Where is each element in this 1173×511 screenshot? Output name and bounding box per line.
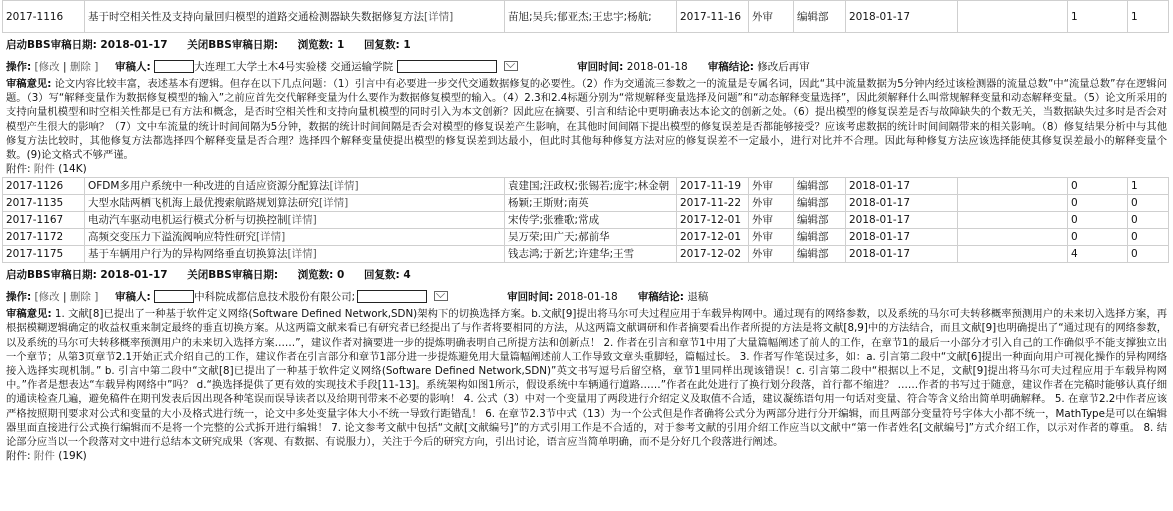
redacted-name-box: [154, 60, 194, 73]
table-row[interactable]: [3, 1, 1169, 33]
review-type: 外审: [749, 246, 794, 263]
attachment-1: [0, 162, 1173, 177]
manuscript-title-cell: [85, 246, 505, 263]
reviewer-label: 审稿人:: [115, 291, 151, 304]
table-row[interactable]: [3, 212, 1169, 229]
count-2: 0: [1128, 229, 1169, 246]
edit-button[interactable]: [修改: [34, 61, 60, 73]
attach-size: (19K): [58, 450, 87, 463]
bbs-close: 关闭BBS审稿日期:: [187, 269, 279, 282]
bbs-replies: 回复数: 1: [364, 39, 411, 51]
review-type: 外审: [749, 178, 794, 195]
manuscript-id: 2017-1126: [3, 178, 85, 195]
detail-link[interactable]: [详情]: [256, 231, 286, 244]
attachment-link[interactable]: 附件: [33, 163, 55, 176]
manuscript-authors: 袁建国;汪政权;张锡若;庞宇;林金朝: [505, 178, 677, 195]
empty-cell: [958, 195, 1068, 212]
opinion-text: 论文内容比较丰富，表述基本有逻辑。但存在以下几点问题：（1）引言中有必要进一步交代交通数据修复的必要性。（2）作为交通流三参数之一的流量是专属名词，因此“其中流量数据为5分钟内经过该检测器的流量总数”中“流量总数”存在逻辑问题。（3）写“解释变量作为数据修复模型的输入”之前应首先交代解释变量为什么要作为数据修复模型的输入。（4）2.3和2.4标题分别为“常规解释变量选择及问题”和“动态解释变量选择”，因此须解释什么叫常规解释变量和动态解释变量。（5）论文所采用的支持向量机模型和时空相关性都是已有方法和概念，是否时空相关性和支持向量机模型的同时引入为本文创新？因此应在摘要、引言和结论中更明确表达本论文的创新之处。（6）提出模型的修复误差是否与故障缺失的个数无关，当数据缺失过多时是否会对模型产生很大的影响？（7）文中车流量的统计时间间隔为5分钟，数据的统计时间间隔是否会对模型的修复误差产生影响，在其他时间间隔下提出模型的修复误差是否都能够接受？应该考虑数据的统计时间间隔带来的相关影响。（8）修复结果分析中与其他修复方法比较时，其他修复方法都选择四个解释变量是否合理？选择四个解释变量使提出模型的修复误差到达最小，但此时其他每种修复方法对应的修复误差不一定最小，进行对比并不合理。因此每种修复方法应该选择能使其修复误差最小的解释变量个数。(9)论文格式不够严谨。: [6, 78, 1167, 162]
manuscript-title-cell: [85, 178, 505, 195]
opinion-text: 1. 文献[8]已提出了一种基于软件定义网络(Software Defined Network,SDN)架构下的切换选择方案。b.文献[9]提出将马尔可夫过程应用于车载异构网中。通过现有的网络参数，以及系统的马尔可夫转移概率预测用户的未来切入选择方案，再根据模糊逻辑确定的收益权重来制定最终的垂直切换方案。从这两篇文献来看已有研究者已经提出了与作者将要相同的方法，从这两篇文献调研和作者摘要看出作者所提的方法是将文献[8,9]中的方法结合，而且文献[9]也明确提出了“通过现有的网络参数，以及系统的马尔可夫转移概率预测用户的未来切入选择方案……”，建议作者对摘要进一步的提炼明确表明自己所提方法和创新点！ 2. 作者在引言和章节1中用了大量篇幅阐述了前人的工作，在章节1的最后一小部分才引入自己的工作确似乎不能支撑独立出一个章节；从第3页章节2.1开始正式介绍自己的工作，建议作者在引言部分和章节1部分进一步提炼避免用大量篇幅阐述前人工作导致文章头重脚轻，篇幅过长。 3. 作者写作笔误过多，如：a. 引言第二段中“文献[6]提出一种面向用户可视化操作的异构网络接入选择实现机制。” b. 引言中第二段中“文献[8]已提出了一种基于软件定义网络(Software Defined Network,SDN)”英文书写逗号后留空格，章节1里同样出现该错误！c. 引言第二段中“根据以上不足，文献[9]提出将马尔可夫过程应用于车载异构网中。”作者是想表达“车载异构网络中”吗？ d.“换选择提供了更有效的实现技术手段[11-13]。系统架构如图1所示，假设系统中车辆通行道路……”作者在此处进行了换行划分段落，首行都不缩进？ ……作者的书写过于随意，建议作者在完稿时能够认真仔细的通读检查几遍，避免稿件在期刊发表后因出现各种笔误而误导读者以及给期刊带来不必要的影响！ 4. 公式（3）中对一个变量用了两段进行介绍定义及取值不合适，建议凝练语句用一句话对变量、符合等含义给出简单明确解释。 5. 在章节2.2中作者应该严格按照期刊要求对公式和变量的大小及格式进行统一，论文中多处变量字体大小不统一导致行距错乱！ 6. 在章节2.3节中式（13）为一个公式但是作者确将公式分为两部分进行分开编辑，而且两部分变量符号字体大小都不统一，MathType是可以在编辑器里面直接进行公式换行编辑而不是将一个完整的公式拆开进行编辑！ 7. 论文参考文献中包括“文献[文献编号]”的方式引用工作是不合适的，对于参考文献的引用介绍工作应当以文献中“第一作者姓名[文献编号]”方式介绍工作，以示对作者的尊重。 8. 结论部分应当以一个段落对文中进行总结本文研究成果（客观、有数据、有说服力），关注于今后的研究方向，引出讨论，语言应当简单明确，而不是分好几个段落进行阐述。: [6, 308, 1168, 449]
manuscript-authors: 吴万荣;田广天;郝前华: [505, 229, 677, 246]
empty-cell: [958, 246, 1068, 263]
redacted-email-box: [397, 60, 497, 73]
review-opinion-2: [0, 307, 1173, 449]
manuscript-title-cell: [85, 229, 505, 246]
empty-cell: [958, 229, 1068, 246]
attachment-link[interactable]: 附件: [33, 450, 55, 463]
department: 编辑部: [794, 1, 846, 33]
detail-link[interactable]: [详情]: [329, 180, 359, 193]
manuscript-id: 2017-1172: [3, 229, 85, 246]
bbs-start: 启动BBS审稿日期: 2018-01-17: [6, 39, 168, 51]
end-date: 2018-01-17: [846, 212, 958, 229]
mail-icon[interactable]: [504, 61, 518, 71]
review-opinion-1: [0, 77, 1173, 162]
review-time: 2018-01-18: [556, 291, 618, 304]
manuscript-title: 大型水陆两栖飞机海上最优搜索航路规划算法研究: [88, 197, 319, 210]
review-type: 外审: [749, 229, 794, 246]
submit-date: 2017-11-19: [677, 178, 749, 195]
reviewer-label: 审稿人:: [115, 61, 151, 73]
bbs-views: 浏览数: 0: [297, 269, 345, 282]
count-2: 1: [1128, 1, 1169, 33]
end-date: 2018-01-17: [846, 195, 958, 212]
redacted-email-box: [357, 290, 427, 303]
detail-link[interactable]: [详情]: [319, 197, 349, 210]
edit-button[interactable]: [修改: [34, 291, 60, 304]
count-2: 0: [1128, 246, 1169, 263]
attach-label: 附件:: [6, 163, 31, 176]
review-type: 外审: [749, 212, 794, 229]
conclusion-label: 审稿结论:: [707, 61, 754, 73]
department: 编辑部: [794, 212, 846, 229]
reviewer-org: 中科院成都信息技术股份有限公司;: [194, 291, 356, 304]
table-row[interactable]: [3, 195, 1169, 212]
bbs-replies: 回复数: 4: [364, 269, 411, 282]
count-2: 0: [1128, 212, 1169, 229]
department: 编辑部: [794, 229, 846, 246]
bbs-info-2: [0, 263, 1173, 287]
department: 编辑部: [794, 178, 846, 195]
table-row[interactable]: [3, 246, 1169, 263]
attach-size: (14K): [58, 163, 87, 176]
review-conclusion: 修改后再审: [757, 61, 810, 73]
department: 编辑部: [794, 246, 846, 263]
detail-link[interactable]: [详情]: [287, 214, 317, 227]
manuscript-title: 电动汽车驱动电机运行模式分析与切换控制: [88, 214, 288, 227]
end-date: 2018-01-17: [846, 229, 958, 246]
review-time: 2018-01-18: [626, 61, 688, 73]
table-row[interactable]: [3, 229, 1169, 246]
manuscript-id: 2017-1167: [3, 212, 85, 229]
opinion-label: 审稿意见:: [6, 78, 52, 90]
review-header-2: [0, 287, 1173, 307]
conclusion-label: 审稿结论:: [637, 291, 684, 304]
count-1: 0: [1068, 178, 1128, 195]
end-date: 2018-01-17: [846, 178, 958, 195]
time-label: 审回时间:: [577, 61, 624, 73]
manuscript-title-cell: [85, 212, 505, 229]
manuscript-id: 2017-1175: [3, 246, 85, 263]
count-2: 0: [1128, 195, 1169, 212]
manuscript-title: OFDM多用户系统中一种改进的自适应资源分配算法: [88, 180, 330, 193]
op-label: 操作:: [6, 291, 32, 304]
submit-date: 2017-12-01: [677, 212, 749, 229]
count-1: 0: [1068, 229, 1128, 246]
bbs-start: 启动BBS审稿日期: 2018-01-17: [6, 269, 168, 282]
empty-cell: [958, 178, 1068, 195]
submit-date: 2017-11-16: [677, 1, 749, 33]
review-header-1: [0, 57, 1173, 77]
submit-date: 2017-11-22: [677, 195, 749, 212]
manuscript-id: 2017-1135: [3, 195, 85, 212]
end-date: 2018-01-17: [846, 1, 958, 33]
review-type: 外审: [749, 195, 794, 212]
manuscript-table-1: [2, 0, 1169, 33]
manuscript-authors: 苗旭;吴兵;郁亚杰;王忠宇;杨航;: [505, 1, 677, 33]
delete-button[interactable]: 删除 ]: [69, 291, 99, 304]
count-2: 1: [1128, 178, 1169, 195]
manuscript-title-cell: [85, 195, 505, 212]
submit-date: 2017-12-02: [677, 246, 749, 263]
manuscript-title: 基于车辆用户行为的异构网络垂直切换算法: [88, 248, 288, 261]
separator: |: [63, 61, 67, 73]
bbs-close: 关闭BBS审稿日期:: [187, 39, 279, 51]
table-row[interactable]: [3, 178, 1169, 195]
empty-cell: [958, 1, 1068, 33]
manuscript-authors: 杨颖;王斯财;南英: [505, 195, 677, 212]
manuscript-authors: 宋传学;张雅歌;常成: [505, 212, 677, 229]
count-1: 1: [1068, 1, 1128, 33]
bbs-info-1: [0, 33, 1173, 57]
attach-label: 附件:: [6, 450, 31, 463]
count-1: 0: [1068, 195, 1128, 212]
manuscript-title: 高频交变压力下溢流阀响应特性研究: [88, 231, 256, 244]
review-conclusion: 退稿: [687, 291, 709, 304]
count-1: 0: [1068, 212, 1128, 229]
attachment-2: [0, 449, 1173, 464]
manuscript-id: 2017-1116: [3, 1, 85, 33]
redacted-name-box: [154, 290, 194, 303]
time-label: 审回时间:: [507, 291, 554, 304]
op-label: 操作:: [6, 61, 32, 73]
department: 编辑部: [794, 195, 846, 212]
detail-link[interactable]: [详情]: [287, 248, 317, 261]
manuscript-table-2: [2, 177, 1169, 263]
submit-date: 2017-12-01: [677, 229, 749, 246]
manuscript-authors: 钱志鸿;于新艺;许建华;王雪: [505, 246, 677, 263]
delete-button[interactable]: 删除 ]: [69, 61, 99, 73]
count-1: 4: [1068, 246, 1128, 263]
end-date: 2018-01-17: [846, 246, 958, 263]
review-type: 外审: [749, 1, 794, 33]
detail-link[interactable]: [详情]: [424, 10, 454, 23]
mail-icon[interactable]: [434, 291, 448, 301]
manuscript-title-cell: [85, 1, 505, 33]
bbs-views: 浏览数: 1: [297, 39, 345, 51]
reviewer-org: 大连理工大学土木4号实验楼 交通运输学院: [194, 61, 394, 73]
empty-cell: [958, 212, 1068, 229]
separator: |: [63, 291, 67, 304]
opinion-label: 审稿意见:: [6, 308, 52, 321]
manuscript-title: 基于时空相关性及支持向量回归模型的道路交通检测器缺失数据修复方法: [88, 10, 424, 23]
